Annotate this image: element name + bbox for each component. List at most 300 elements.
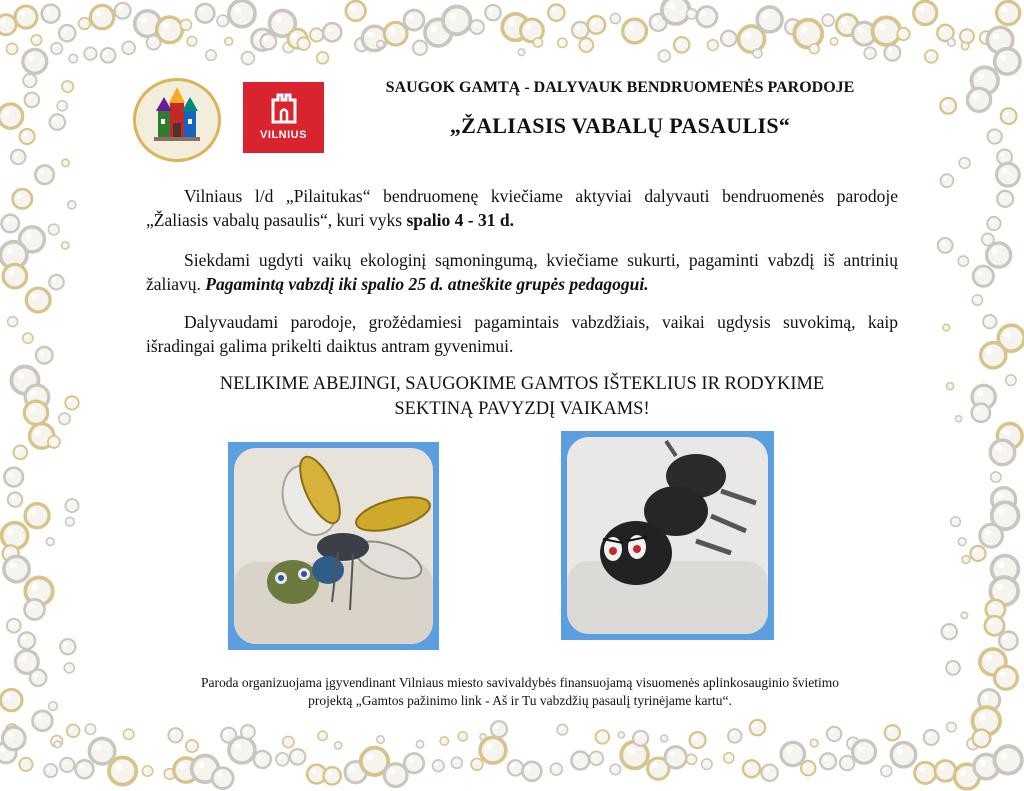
- border-bubble: [122, 41, 135, 54]
- vilnius-logo: [243, 82, 324, 153]
- event-subtitle: SAUGOK GAMTĄ - DALYVAUK BENDRUOMENĖS PARODOJE: [385, 79, 855, 96]
- border-bubble: [49, 275, 64, 290]
- border-bubble: [458, 732, 467, 741]
- paragraph-purpose: Dalyvaudami parodoje, grožėdamiesi pagamintais vabzdžiais, vaikai ugdysis suvokimą, kaip išradingai galima prikelti daiktus antram gyvenimui.: [146, 312, 898, 356]
- border-bubble: [48, 436, 60, 448]
- border-bubble: [123, 729, 133, 739]
- border-bubble: [1006, 375, 1017, 386]
- border-bubble: [897, 28, 909, 40]
- border-bubble: [935, 761, 956, 782]
- border-bubble: [972, 404, 990, 422]
- event-dates: spalio 4 - 31 d.: [406, 210, 514, 230]
- border-bubble: [384, 22, 407, 45]
- border-bubble: [62, 159, 69, 166]
- border-bubble: [810, 739, 818, 747]
- border-bubble: [76, 760, 94, 778]
- border-bubble: [335, 742, 342, 749]
- border-bubble: [658, 50, 670, 62]
- border-bubble: [690, 732, 706, 748]
- border-bubble: [970, 546, 985, 561]
- border-bubble: [650, 14, 667, 31]
- border-bubble: [24, 401, 47, 424]
- border-bubble: [157, 17, 183, 43]
- border-bubble: [946, 661, 960, 675]
- border-bubble: [68, 201, 76, 209]
- border-bubble: [881, 766, 892, 777]
- border-bubble: [24, 599, 44, 619]
- egg-carton-bug-photo: [561, 431, 774, 640]
- border-bubble: [25, 385, 49, 409]
- border-bubble: [836, 14, 857, 35]
- border-bubble: [974, 754, 998, 778]
- border-bubble: [986, 600, 1005, 619]
- border-bubble: [502, 14, 528, 40]
- border-bubble: [20, 129, 35, 144]
- border-bubble: [938, 238, 953, 253]
- paragraph-task: [146, 248, 898, 296]
- border-bubble: [940, 98, 956, 114]
- border-bubble: [958, 256, 968, 266]
- border-bubble: [283, 736, 294, 747]
- border-bubble: [432, 760, 444, 772]
- border-bubble: [1001, 108, 1017, 124]
- border-bubble: [65, 396, 78, 409]
- border-bubble: [229, 1, 255, 27]
- border-bubble: [3, 727, 26, 750]
- border-bubble: [164, 769, 175, 780]
- border-bubble: [955, 764, 980, 789]
- project-footnote-line2: projektą „Gamtos pažinimo link - Aš ir Tu vabzdžių pasaulį tyrinėjame kartu“.: [308, 693, 732, 708]
- border-bubble: [44, 764, 57, 777]
- border-bubble: [967, 738, 979, 750]
- border-bubble: [269, 10, 295, 36]
- dragonfly-craft-image: [228, 442, 439, 650]
- border-bubble: [915, 762, 936, 783]
- border-bubble: [588, 16, 606, 34]
- border-bubble: [288, 29, 307, 48]
- border-bubble: [973, 730, 991, 748]
- border-bubble: [20, 227, 45, 252]
- border-bubble: [987, 27, 1013, 53]
- border-bubble: [997, 163, 1020, 186]
- border-bubble: [109, 757, 136, 784]
- border-bubble: [687, 754, 697, 764]
- border-bubble: [937, 25, 953, 41]
- border-bubble: [959, 158, 970, 169]
- border-bubble: [661, 735, 668, 742]
- border-bubble: [485, 5, 500, 20]
- border-bubble: [960, 29, 974, 43]
- border-bubble: [753, 49, 762, 58]
- border-bubble: [3, 264, 27, 288]
- border-bubble: [750, 720, 765, 735]
- border-bubble: [853, 22, 876, 45]
- border-bubble: [49, 702, 58, 711]
- border-bubble: [979, 690, 1000, 711]
- border-bubble: [707, 40, 718, 51]
- border-bubble: [135, 11, 161, 37]
- border-bubble: [64, 663, 74, 673]
- border-bubble: [623, 19, 647, 43]
- border-bubble: [550, 763, 562, 775]
- project-footnote-line1: Paroda organizuojama įgyvendinant Vilniaus miesto savivaldybės finansuojamą visuomenės aplinkosauginio švietimo: [201, 675, 839, 690]
- border-bubble: [50, 114, 66, 130]
- border-bubble: [997, 150, 1012, 165]
- border-bubble: [25, 504, 49, 528]
- border-bubble: [762, 765, 778, 781]
- border-bubble: [830, 38, 838, 46]
- deadline-note: Pagamintą vabzdį iki spalio 25 d. atneškite grupės pedagogui.: [205, 274, 649, 294]
- border-bubble: [980, 649, 1006, 675]
- border-bubble: [196, 4, 215, 23]
- border-bubble: [90, 5, 113, 28]
- border-bubble: [11, 150, 25, 164]
- border-bubble: [377, 736, 385, 744]
- border-bubble: [985, 616, 1004, 635]
- border-bubble: [404, 753, 423, 772]
- border-bubble: [987, 217, 1000, 230]
- border-bubble: [2, 215, 20, 233]
- border-bubble: [521, 19, 544, 42]
- border-bubble: [997, 424, 1022, 449]
- border-bubble: [999, 632, 1017, 650]
- border-bubble: [853, 740, 876, 763]
- paragraph-invitation: [146, 184, 898, 232]
- border-bubble: [994, 746, 1021, 773]
- border-bubble: [621, 742, 648, 769]
- border-bubble: [323, 23, 341, 41]
- border-bubble: [36, 347, 53, 364]
- border-bubble: [60, 639, 75, 654]
- border-bubble: [4, 468, 23, 487]
- border-bubble: [990, 440, 1014, 464]
- border-bubble: [738, 26, 764, 52]
- border-bubble: [491, 721, 507, 737]
- border-bubble: [508, 760, 523, 775]
- border-bubble: [35, 165, 54, 184]
- border-bubble: [283, 42, 294, 53]
- border-bubble: [721, 31, 736, 46]
- border-bubble: [794, 20, 822, 48]
- border-bubble: [310, 28, 323, 41]
- border-bubble: [662, 0, 690, 24]
- border-bubble: [785, 19, 800, 34]
- border-bubble: [101, 48, 116, 63]
- border-bubble: [610, 14, 620, 24]
- border-bubble: [147, 36, 161, 50]
- border-bubble: [290, 749, 305, 764]
- border-bubble: [25, 577, 52, 604]
- border-bubble: [168, 728, 182, 742]
- border-bubble: [847, 737, 859, 749]
- border-bubble: [54, 741, 61, 748]
- border-bubble: [15, 650, 38, 673]
- border-bubble: [518, 49, 525, 56]
- border-bubble: [962, 556, 970, 564]
- border-bubble: [579, 38, 593, 52]
- border-bubble: [7, 619, 21, 633]
- border-bubble: [522, 762, 541, 781]
- kindergarten-logo: [133, 78, 221, 162]
- border-bubble: [972, 707, 1000, 735]
- border-bubble: [533, 38, 542, 47]
- border-bubble: [884, 45, 900, 61]
- border-bubble: [221, 728, 236, 743]
- border-bubble: [46, 538, 54, 546]
- border-bubble: [413, 41, 427, 55]
- border-bubble: [981, 343, 1006, 368]
- border-bubble: [971, 67, 998, 94]
- border-bubble: [65, 517, 74, 526]
- border-bubble: [26, 288, 50, 312]
- border-bubble: [743, 760, 760, 777]
- border-bubble: [548, 5, 564, 21]
- border-bubble: [992, 488, 1016, 512]
- border-bubble: [254, 751, 271, 768]
- border-bubble: [648, 758, 669, 779]
- border-bubble: [425, 19, 452, 46]
- border-bubble: [2, 523, 28, 549]
- border-bubble: [961, 42, 968, 49]
- border-bubble: [260, 34, 276, 50]
- border-bubble: [324, 767, 341, 784]
- border-bubble: [686, 9, 696, 19]
- border-bubble: [6, 724, 19, 737]
- border-bubble: [480, 737, 506, 763]
- call-to-action-line2: SEKTINĄ PAVYZDĮ VAIKAMS!: [394, 399, 650, 419]
- border-bubble: [980, 31, 993, 44]
- border-bubble: [8, 492, 22, 506]
- border-bubble: [451, 757, 462, 768]
- border-bubble: [241, 725, 255, 739]
- border-bubble: [18, 632, 35, 649]
- border-bubble: [702, 759, 713, 770]
- border-bubble: [229, 737, 255, 763]
- border-bubble: [983, 315, 996, 328]
- border-bubble: [51, 43, 63, 55]
- border-bubble: [873, 17, 901, 45]
- border-bubble: [990, 577, 1018, 605]
- border-bubble: [596, 730, 610, 744]
- border-bubble: [781, 742, 804, 765]
- border-bubble: [31, 35, 41, 45]
- border-bubble: [757, 7, 782, 32]
- vilnius-tower-icon: [269, 92, 299, 124]
- border-bubble: [995, 49, 1020, 74]
- border-bubble: [674, 37, 689, 52]
- border-bubble: [67, 725, 80, 738]
- paragraph-task-text: Siekdami ugdyti vaikų ekologinį sąmoningumą, kviečiame sukurti, pagaminti vabzdį iš antrinių žaliavų.: [146, 250, 898, 294]
- border-bubble: [19, 758, 32, 771]
- border-bubble: [225, 37, 233, 45]
- border-bubble: [307, 765, 326, 784]
- border-bubble: [30, 670, 46, 686]
- border-bubble: [242, 52, 255, 65]
- border-bubble: [982, 233, 994, 245]
- border-bubble: [947, 38, 955, 46]
- border-bubble: [951, 517, 961, 527]
- border-bubble: [618, 732, 624, 738]
- border-bubble: [997, 191, 1013, 207]
- border-bubble: [891, 743, 915, 767]
- border-bubble: [416, 741, 423, 748]
- vilnius-logo-text: VILNIUS: [260, 129, 307, 141]
- border-bubble: [79, 18, 91, 30]
- border-bubble: [724, 753, 734, 763]
- border-bubble: [59, 413, 70, 424]
- border-bubble: [317, 52, 329, 64]
- border-bubble: [84, 47, 96, 59]
- border-bubble: [610, 764, 621, 775]
- border-bubble: [942, 624, 957, 639]
- border-bubble: [8, 317, 18, 327]
- border-bubble: [217, 15, 228, 26]
- border-bubble: [42, 5, 60, 23]
- border-bubble: [988, 129, 1002, 143]
- border-bubble: [987, 243, 1011, 267]
- border-bubble: [377, 41, 384, 48]
- border-bubble: [820, 753, 836, 769]
- border-bubble: [947, 383, 954, 390]
- border-bubble: [697, 7, 717, 27]
- border-bubble: [89, 738, 114, 763]
- egg-carton-bug-image: [561, 431, 774, 640]
- border-bubble: [23, 333, 33, 343]
- border-bubble: [0, 742, 16, 763]
- border-bubble: [924, 730, 939, 745]
- border-bubble: [252, 29, 273, 50]
- border-bubble: [958, 538, 966, 546]
- border-bubble: [943, 324, 950, 331]
- border-bubble: [995, 666, 1018, 689]
- border-bubble: [24, 93, 39, 108]
- border-bubble: [32, 711, 52, 731]
- border-bubble: [840, 756, 854, 770]
- border-bubble: [665, 747, 686, 768]
- border-bubble: [0, 104, 23, 128]
- border-bubble: [980, 524, 1003, 547]
- border-bubble: [997, 1, 1020, 24]
- border-bubble: [23, 74, 36, 87]
- border-bubble: [30, 424, 54, 448]
- border-bubble: [60, 758, 74, 772]
- border-bubble: [69, 54, 77, 62]
- border-bubble: [955, 416, 961, 422]
- border-bubble: [346, 1, 366, 21]
- border-bubble: [186, 740, 198, 752]
- border-bubble: [470, 20, 484, 34]
- castle-icon: [136, 81, 218, 159]
- border-bubble: [3, 545, 19, 561]
- border-bubble: [471, 758, 483, 770]
- border-bubble: [443, 7, 471, 35]
- border-bubble: [276, 753, 289, 766]
- border-bubble: [59, 25, 75, 41]
- border-bubble: [62, 242, 69, 249]
- border-bubble: [885, 725, 900, 740]
- border-bubble: [4, 556, 29, 581]
- border-bubble: [345, 761, 366, 782]
- border-bubble: [192, 755, 219, 782]
- call-to-action: [146, 372, 898, 422]
- border-bubble: [914, 1, 937, 24]
- border-bubble: [6, 43, 17, 54]
- border-bubble: [633, 731, 648, 746]
- event-title: „ŽALIASIS VABALŲ PASAULIS“: [449, 113, 791, 138]
- border-bubble: [941, 174, 954, 187]
- border-bubble: [15, 6, 37, 28]
- border-bubble: [23, 49, 47, 73]
- border-bubble: [992, 556, 1019, 583]
- border-bubble: [212, 768, 233, 789]
- border-bubble: [998, 325, 1024, 351]
- border-bubble: [572, 22, 588, 38]
- border-bubble: [187, 37, 197, 47]
- dragonfly-craft-photo: [228, 442, 439, 650]
- border-bubble: [0, 15, 16, 35]
- project-footnote: [130, 674, 910, 710]
- border-bubble: [947, 722, 957, 732]
- border-bubble: [992, 502, 1019, 529]
- border-bubble: [991, 472, 1001, 482]
- border-bubble: [62, 81, 73, 92]
- border-bubble: [972, 385, 995, 408]
- border-bubble: [558, 38, 567, 47]
- border-bubble: [571, 752, 589, 770]
- border-bubble: [973, 266, 993, 286]
- border-bubble: [57, 101, 67, 111]
- border-bubble: [557, 724, 568, 735]
- border-bubble: [440, 737, 448, 745]
- border-bubble: [972, 295, 982, 305]
- border-bubble: [11, 367, 38, 394]
- border-bubble: [174, 758, 198, 782]
- border-bubble: [362, 26, 386, 50]
- border-bubble: [0, 242, 27, 269]
- border-bubble: [361, 748, 388, 775]
- border-bubble: [822, 14, 834, 26]
- border-bubble: [925, 50, 938, 63]
- border-bubble: [318, 731, 327, 740]
- border-bubble: [13, 189, 32, 208]
- border-bubble: [809, 44, 819, 54]
- border-bubble: [48, 224, 59, 235]
- border-bubble: [206, 50, 217, 61]
- border-bubble: [1, 689, 23, 711]
- border-bubble: [961, 612, 968, 619]
- border-bubble: [590, 751, 604, 765]
- border-bubble: [355, 38, 368, 51]
- paragraph-invitation-text: Vilniaus l/d „Pilaitukas“ bendruomenę kviečiame aktyviai dalyvauti bendruomenės parodoje „Žaliasis vabalų pasaulis“, kuri vyks: [146, 186, 898, 230]
- border-bubble: [181, 19, 192, 30]
- border-bubble: [967, 88, 990, 111]
- call-to-action-line1: NELIKIME ABEJINGI, SAUGOKIME GAMTOS IŠTEKLIUS IR RODYKIME: [219, 374, 825, 394]
- border-bubble: [801, 761, 816, 776]
- border-bubble: [85, 724, 96, 735]
- border-bubble: [51, 736, 62, 747]
- border-bubble: [384, 764, 407, 787]
- border-bubble: [65, 499, 78, 512]
- border-bubble: [864, 47, 876, 59]
- border-bubble: [115, 3, 131, 19]
- border-bubble: [13, 446, 27, 460]
- border-bubble: [728, 729, 742, 743]
- border-bubble: [142, 766, 152, 776]
- border-bubble: [827, 727, 841, 741]
- border-bubble: [297, 37, 310, 50]
- border-bubble: [404, 10, 424, 30]
- border-bubble: [480, 734, 486, 740]
